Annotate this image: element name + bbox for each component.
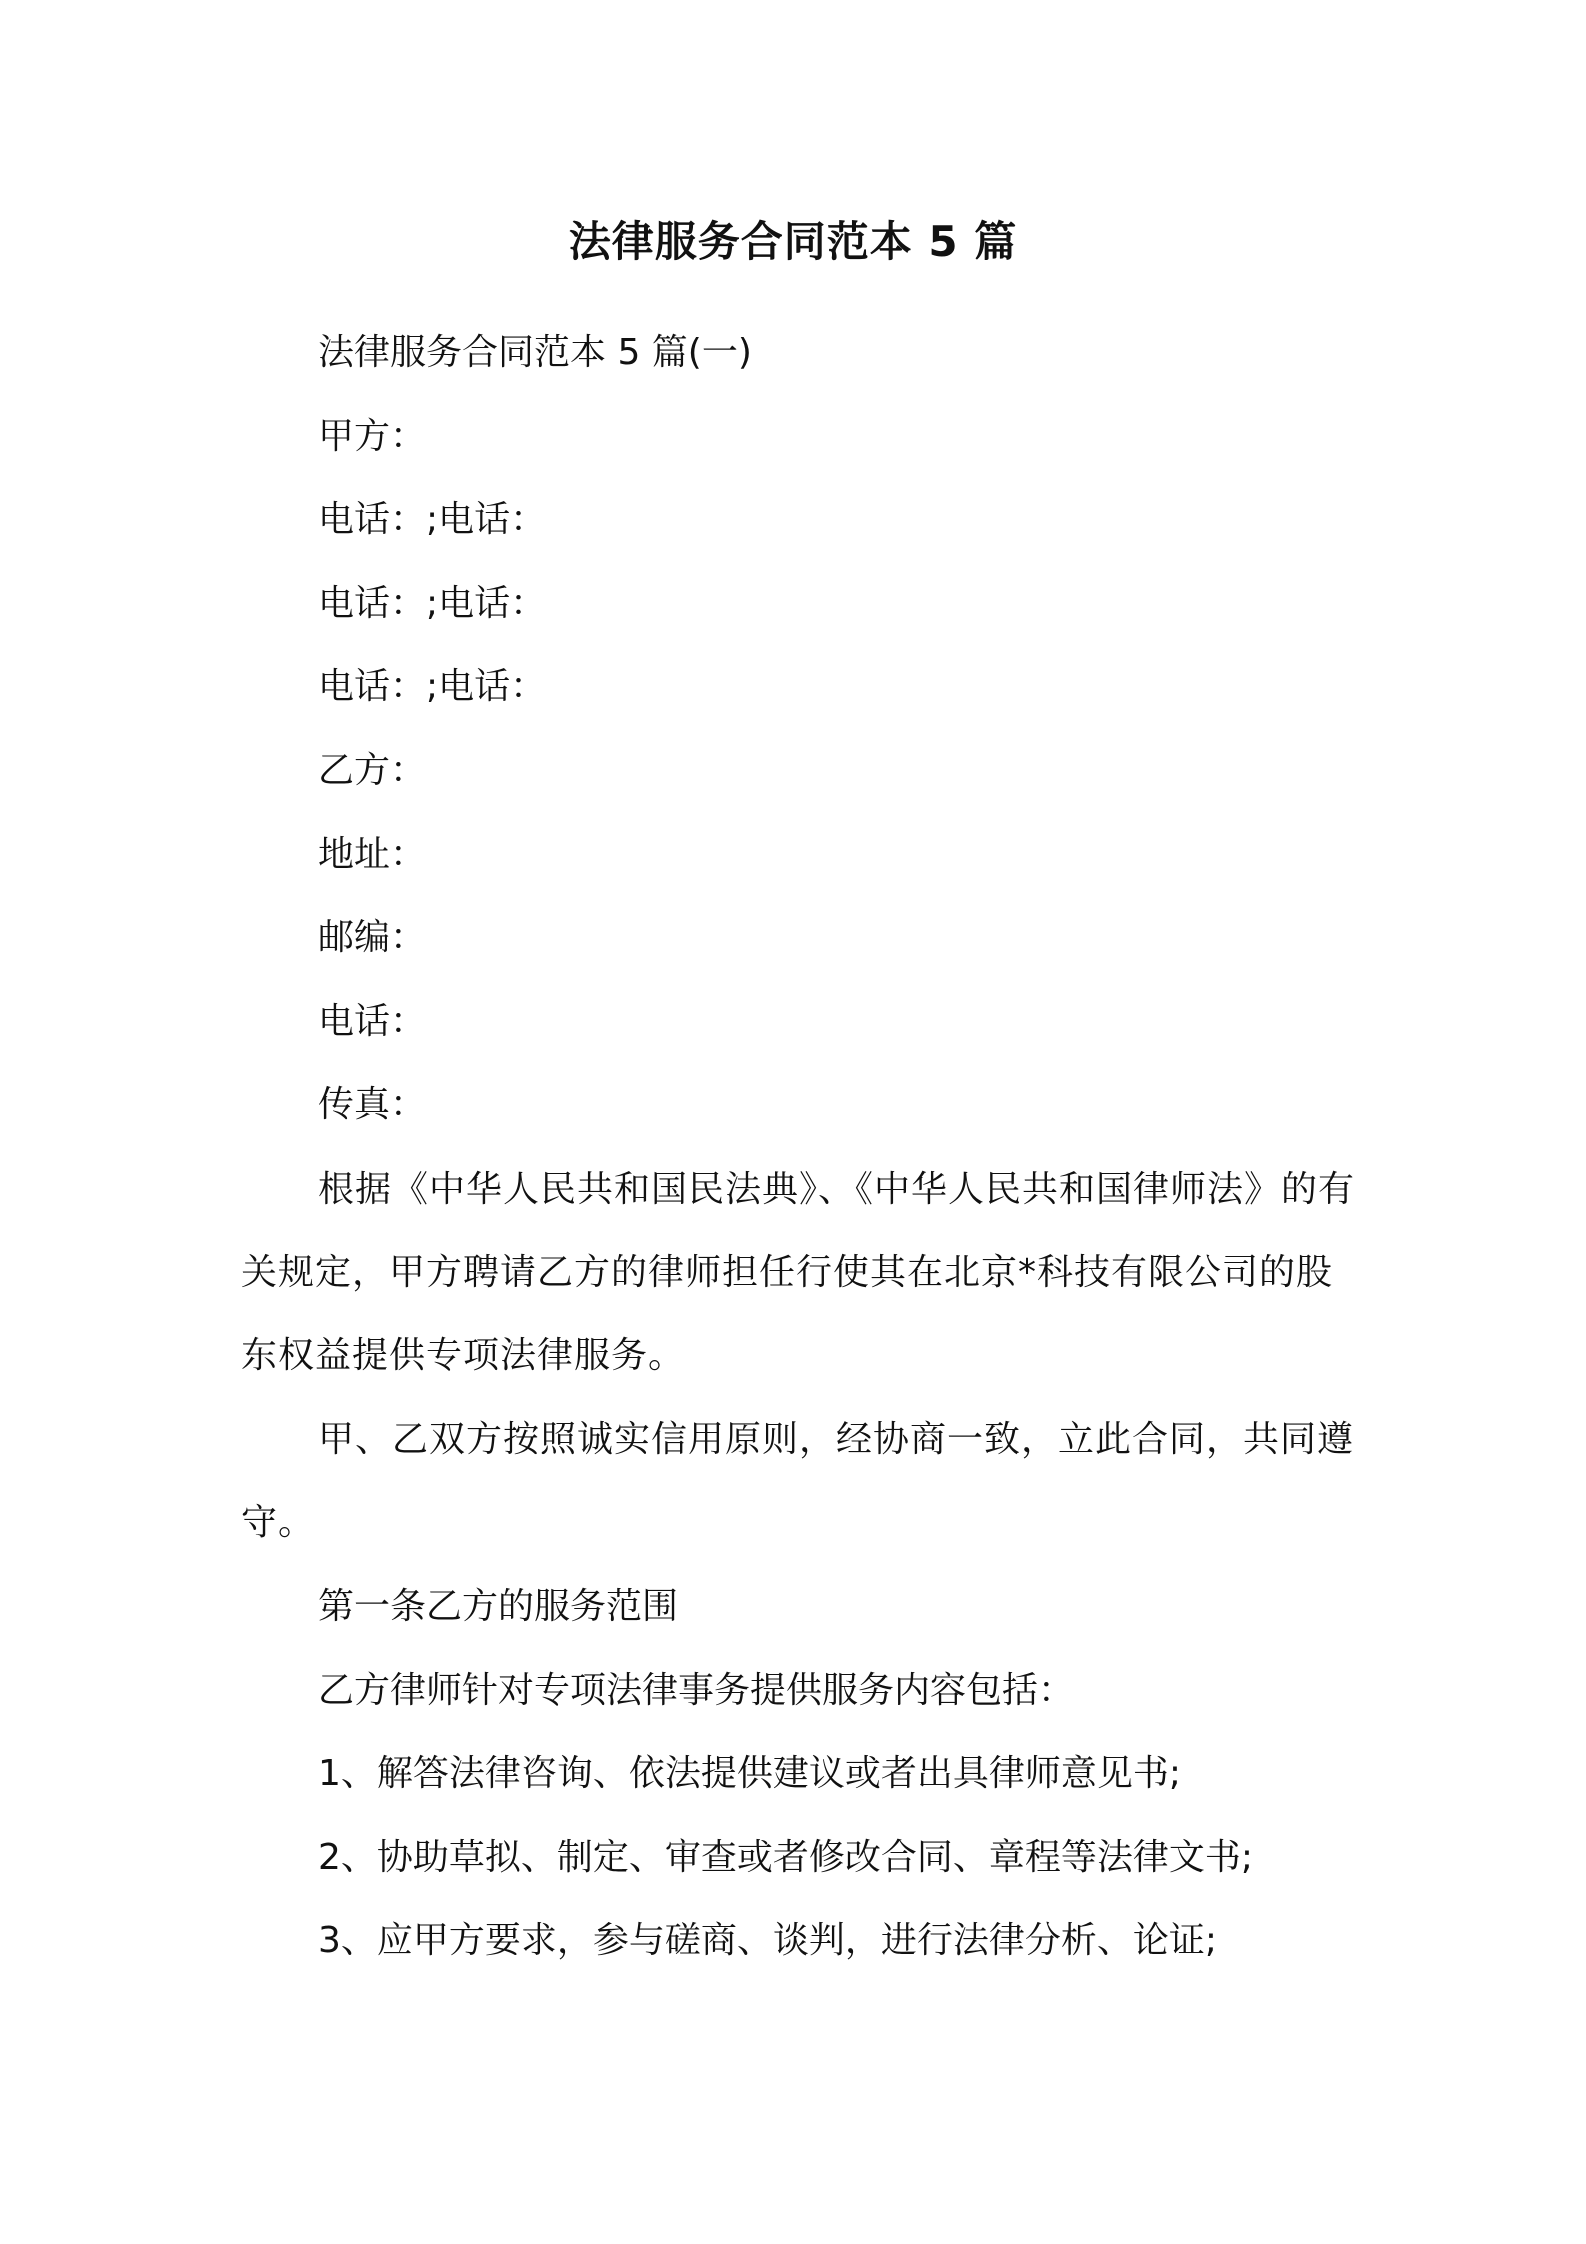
party-b-label: 乙方： (318, 750, 427, 791)
section-subtitle: 法律服务合同范本 5 篇(一) (318, 332, 752, 373)
fax-label: 传真： (318, 1084, 427, 1125)
article-intro: 乙方律师针对专项法律事务提供服务内容包括： (318, 1670, 1075, 1711)
document-title: 法律服务合同范本 5 篇 (568, 217, 1018, 266)
basis-paragraph: 根据《中华人民共和国民法典》、《中华人民共和国律师法》的有关规定，甲方聘请乙方的律师担任行使其在北京*科技有限公司的股东权益提供专项法律服务。 (241, 1169, 1356, 1376)
phone-line: 电话：;电话： (318, 666, 547, 707)
phone-label: 电话： (318, 1001, 427, 1042)
agreement-paragraph: 甲、乙双方按照诚实信用原则，经协商一致，立此合同，共同遵守。 (241, 1419, 1355, 1543)
list-item: 2、协助草拟、制定、审查或者修改合同、章程等法律文书; (318, 1837, 1254, 1878)
postcode-label: 邮编： (318, 917, 427, 958)
party-a-label: 甲方： (318, 416, 427, 457)
phone-line: 电话：;电话： (318, 499, 547, 540)
list-item: 1、解答法律咨询、依法提供建议或者出具律师意见书; (318, 1753, 1182, 1794)
list-item: 3、应甲方要求，参与磋商、谈判，进行法律分析、论证; (318, 1920, 1218, 1961)
address-label: 地址： (318, 834, 427, 875)
phone-line: 电话：;电话： (318, 583, 547, 624)
article-heading: 第一条乙方的服务范围 (318, 1586, 679, 1627)
